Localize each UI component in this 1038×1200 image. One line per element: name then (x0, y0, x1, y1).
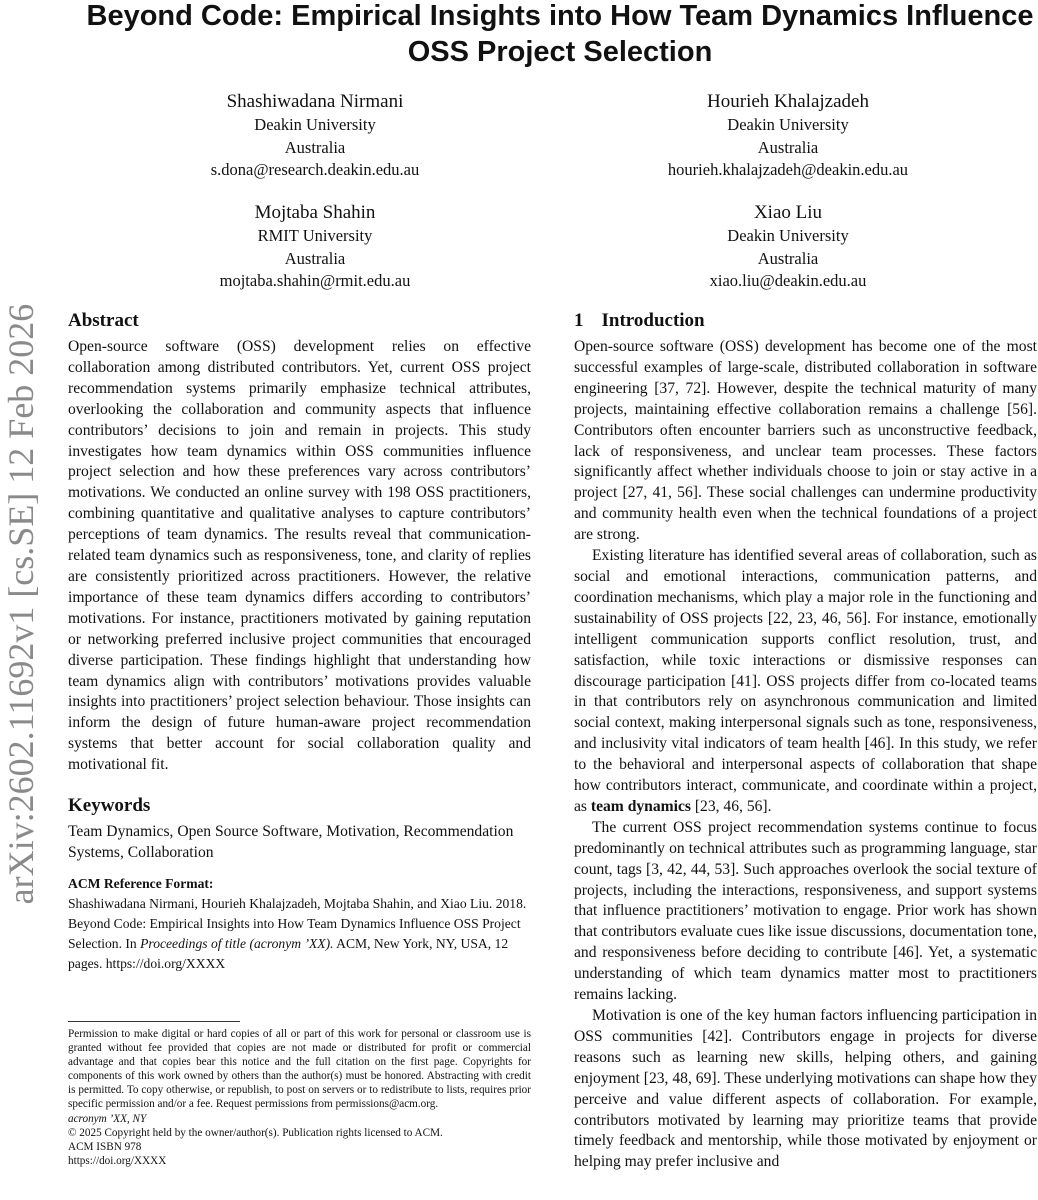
author-block-1 (105, 89, 525, 182)
intro-paragraph-3: The current OSS project recommendation systems continue to focus predominantly on technical attributes such as programming language, star count, tags [3, 42, 44, 53]. Such approaches overlook the social texture of projects, including the interactions, responsiveness, and support systems that influence practitioners’ motivation to engage. Prior work has shown that contributors evaluate cues like issue discussions, documentation tone, and responsiveness before deciding to contribute [46]. Yet, a systematic understanding of which team dynamics matter most to practitioners remains lacking. (574, 818, 1037, 1004)
author-block-4 (578, 200, 998, 293)
author-affiliation: RMIT University (257, 226, 373, 245)
author-name: Mojtaba Shahin (254, 202, 376, 223)
author-block-2 (578, 89, 998, 182)
permission-notice: Permission to make digital or hard copies of all or part of this work for personal or classroom use is granted without fee provided that copies are not made or distributed for profit or commercial advantage and that copies bear this notice and the full citation on the first page. Copyrights for components of this work owned by others than the author(s) must be honored. Abstracting with credit is permitted. To copy otherwise, or republish, to post on servers or to redistribute to lists, requires prior specific permission and/or a fee. Request permissions from permissions@acm.org. (68, 1028, 531, 1111)
keywords-heading: Keywords (68, 795, 151, 817)
section-number: 1 (574, 310, 584, 331)
author-email: s.dona@research.deakin.edu.au (210, 160, 420, 179)
author-country: Australia (284, 137, 346, 157)
copyright-line: © 2025 Copyright held by the owner/author(s). Publication rights licensed to ACM. (68, 1126, 443, 1139)
doi-link[interactable]: https://doi.org/XXXX (68, 1154, 167, 1167)
acm-reference-body: Shashiwadana Nirmani, Hourieh Khalajzadeh, Mojtaba Shahin, and Xiao Liu. 2018. Beyond Code: Empirical Insights into How Team Dynamics Influence OSS Project Selection. In (68, 895, 527, 951)
author-name: Shashiwadana Nirmani (226, 91, 404, 112)
author-affiliation: Deakin University (254, 115, 376, 134)
arxiv-stamp: arXiv:2602.11692v1 [cs.SE] 12 Feb 2026 (1, 303, 41, 905)
introduction-heading (574, 309, 1037, 333)
isbn-line: ACM ISBN 978 (68, 1140, 142, 1153)
conference-line: acronym ’XX, NY (68, 1112, 147, 1125)
author-name: Hourieh Khalajzadeh (707, 91, 869, 112)
footnote (68, 1027, 531, 1168)
author-email: mojtaba.shahin@rmit.edu.au (219, 271, 411, 290)
author-email: hourieh.khalajzadeh@deakin.edu.au (667, 160, 909, 179)
left-column (68, 309, 531, 974)
author-country: Australia (757, 248, 819, 268)
team-dynamics-term: team dynamics (590, 797, 691, 815)
abstract-heading: Abstract (68, 310, 139, 331)
intro-paragraph-1: Open-source software (OSS) development has become one of the most successful examples of large-scale, distributed collaboration in software engineering [37, 72]. However, despite the technical maturity of many projects, maintaining effective collaboration remains a challenge [56]. Contributors often encounter barriers such as unconstructive feedback, lack of responsiveness, and unclear team processes. These factors significantly affect whether individuals choose to join or stay active in a project [27, 41, 56]. These social challenges can undermine productivity and community health even when the technical foundations of a project are strong. (574, 338, 1037, 544)
right-column (574, 309, 1037, 1173)
keywords-text: Team Dynamics, Open Source Software, Motivation, Recommendation Systems, Collaboration (68, 823, 514, 861)
author-affiliation: Deakin University (727, 115, 849, 134)
acm-reference-heading: ACM Reference Format: (68, 875, 214, 891)
author-name: Xiao Liu (753, 202, 823, 223)
footnote-divider (68, 1021, 240, 1022)
intro-paragraph-4: Motivation is one of the key human factors influencing participation in OSS communities [42]. Contributors engage in projects for diverse reasons such as learning new skills, helping others, and gaining enjoyment [23, 48, 69]. These underlying motivations can shape how they perceive and value different aspects of collaboration. For example, contributors motivated by learning may prioritize teams that provide timely feedback and mentorship, while those motivated by enjoyment or helping may prefer inclusive and (574, 1007, 1037, 1171)
section-title: Introduction (601, 310, 705, 331)
author-affiliation: Deakin University (727, 226, 849, 245)
paper-title: Beyond Code: Empirical Insights into How Team Dynamics Influence OSS Project Selection (86, 0, 1034, 68)
author-country: Australia (757, 137, 819, 157)
author-email: xiao.liu@deakin.edu.au (709, 271, 867, 290)
acm-reference-venue: Proceedings of title (acronym ’XX). (140, 935, 334, 951)
intro-paragraph-2: Existing literature has identified several areas of collaboration, such as social and emotional interactions, communication patterns, and coordination mechanisms, which play a major role in the functioning and sustainability of OSS projects [22, 23, 46, 56]. For instance, emotionally intelligent communication supports conflict resolution, trust, and satisfaction, while toxic interactions or dismissive responses can discourage participation [41]. OSS projects differ from co-located teams in that contributors rely on asynchronous communication and limited social context, making interpersonal signals such as tone, responsiveness, and inclusivity vital indicators of team health [46]. In this study, we refer to the behavioral and interpersonal aspects of collaboration that shape how contributors interact, communicate, and coordinate within a project, as team dynamics [23, 46, 56]. (574, 547, 1037, 815)
abstract-text: Open-source software (OSS) development relies on effective collaboration among distributed contributors. Yet, current OSS project recommendation systems primarily emphasize technical attributes, overlooking the collaboration and community aspects that influence contributors’ decisions to join and remain in projects. This study investigates how team dynamics within OSS communities influence project selection and how these preferences vary across contributors’ motivations. We conducted an online survey with 198 OSS practitioners, combining quantitative and qualitative analyses to capture contributors’ perceptions of team dynamics. The results reveal that communication-related team dynamics such as responsiveness, tone, and clarity of replies are consistently prioritized across practitioners. However, the relative importance of these team dynamics differs according to contributors’ motivations. For instance, practitioners motivated by gaining reputation or networking preferred inclusive project communities that encouraged diverse participation. These findings highlight that understanding how team dynamics align with contributors’ motivations provides valuable insights into practitioners’ project selection behaviour. Those insights can inform the design of future human-aware project recommendation systems that better account for social collaboration quality and motivational fit. (68, 338, 531, 774)
acm-reference-tail: ACM, New York, NY, USA, 12 pages. https://doi.org/XXXX (68, 935, 509, 971)
author-country: Australia (284, 248, 346, 268)
acm-reference-text (68, 894, 531, 974)
author-block-3 (105, 200, 525, 293)
